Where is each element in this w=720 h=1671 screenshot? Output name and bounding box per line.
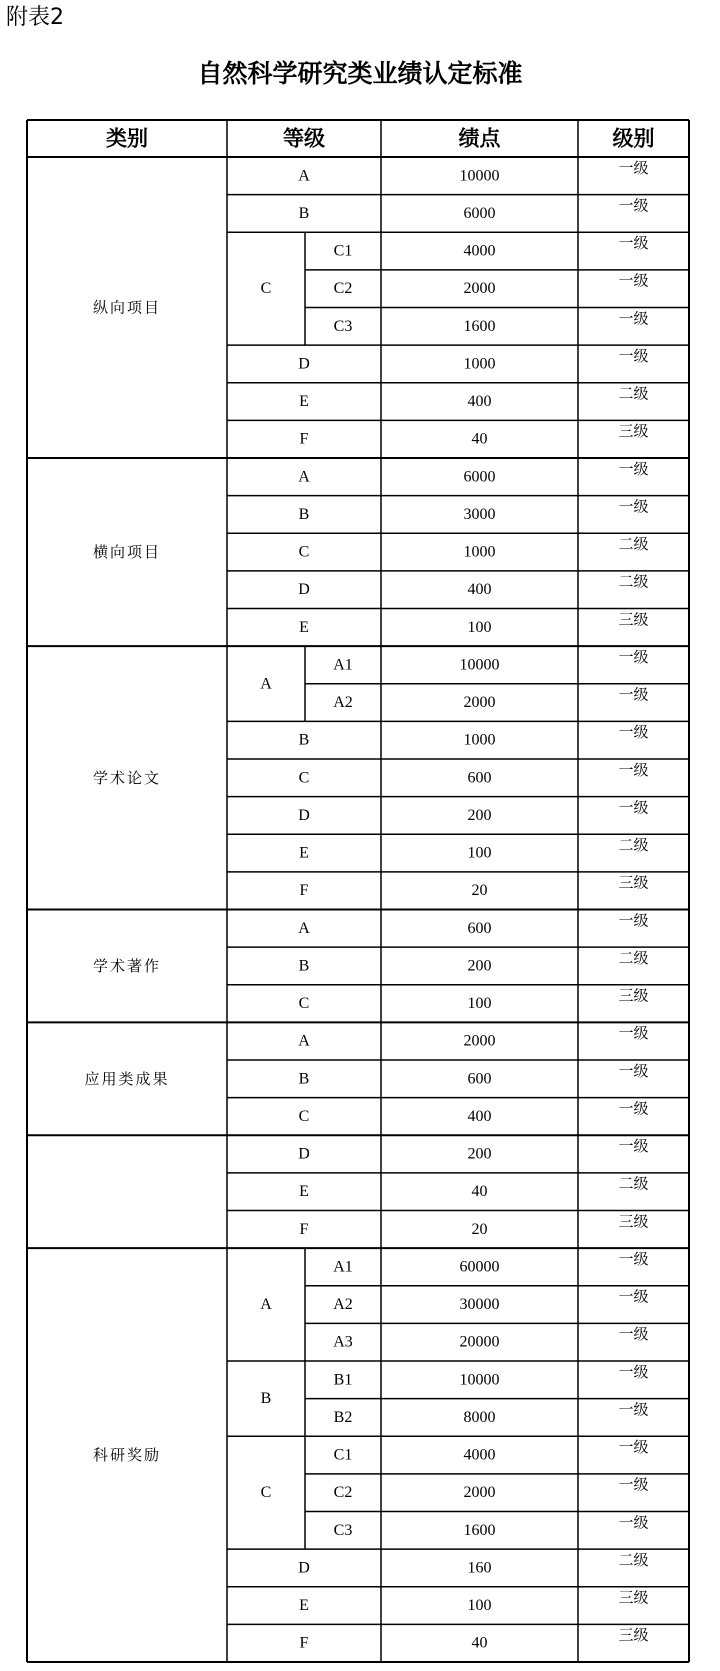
grade-label: B — [298, 957, 310, 975]
grade-label: B — [298, 204, 310, 222]
level-value: 一级 — [618, 1137, 649, 1156]
level-value: 一级 — [618, 1024, 649, 1043]
grade-label: D — [298, 1559, 310, 1577]
grade-label: C — [298, 543, 310, 561]
level-value: 二级 — [618, 572, 649, 591]
grade-label: C — [298, 995, 310, 1013]
level-value: 一级 — [618, 1287, 649, 1306]
level-value: 一级 — [618, 1362, 649, 1381]
level-value: 一级 — [618, 1513, 649, 1532]
level-value: 一级 — [618, 760, 649, 779]
grade-label: E — [299, 844, 309, 862]
points-value: 10000 — [459, 1371, 500, 1389]
points-value: 60000 — [459, 1258, 500, 1276]
points-value: 20 — [471, 1220, 488, 1238]
category-label: 学术论文 — [92, 768, 162, 787]
category-label: 科研奖励 — [92, 1446, 162, 1465]
grade-label: E — [299, 1183, 309, 1201]
points-value: 10000 — [459, 167, 500, 185]
points-value: 3000 — [463, 505, 496, 523]
grade-label: C — [298, 769, 310, 787]
subgrade-label: C2 — [333, 280, 353, 298]
points-value: 1000 — [463, 543, 496, 561]
grade-label: B — [298, 731, 310, 749]
level-value: 二级 — [618, 1174, 649, 1193]
level-value: 一级 — [618, 911, 649, 930]
points-value: 40 — [471, 1634, 488, 1652]
grade-label: F — [299, 1634, 309, 1652]
points-value: 160 — [467, 1559, 492, 1577]
points-value: 6000 — [463, 204, 496, 222]
page-title: 自然科学研究类业绩认定标准 — [197, 59, 523, 88]
points-value: 2000 — [463, 1032, 496, 1050]
grade-label: E — [299, 618, 309, 636]
grade-label: A — [298, 1032, 310, 1050]
grade-label: E — [299, 393, 309, 411]
subgrade-label: C3 — [333, 1521, 353, 1539]
subgrade-label: B2 — [333, 1408, 353, 1426]
level-value: 二级 — [618, 1550, 649, 1569]
level-value: 一级 — [618, 271, 649, 290]
points-value: 40 — [471, 430, 488, 448]
points-value: 6000 — [463, 468, 496, 486]
level-value: 一级 — [618, 234, 649, 253]
points-value: 4000 — [463, 242, 496, 260]
subgrade-label: A2 — [333, 694, 353, 712]
grade-label: D — [298, 1145, 310, 1163]
level-value: 一级 — [618, 309, 649, 328]
subgrade-label: C1 — [333, 1446, 353, 1464]
points-value: 1000 — [463, 355, 496, 373]
grade-label: A — [260, 675, 272, 693]
points-value: 600 — [467, 769, 492, 787]
points-value: 20 — [471, 882, 488, 900]
level-value: 三级 — [618, 422, 649, 441]
points-value: 400 — [467, 581, 492, 599]
appendix-label: 附表2 — [6, 5, 64, 30]
points-value: 200 — [467, 806, 492, 824]
level-value: 三级 — [618, 1626, 649, 1645]
grade-label: D — [298, 806, 310, 824]
column-header: 绩点 — [458, 126, 501, 151]
grade-label: B — [298, 505, 310, 523]
column-header: 类别 — [106, 126, 148, 151]
grade-label: A — [260, 1296, 272, 1314]
grade-label: B — [260, 1390, 272, 1408]
grade-label: F — [299, 1220, 309, 1238]
level-value: 一级 — [618, 1438, 649, 1457]
grade-label: B — [298, 1070, 310, 1088]
subgrade-label: A2 — [333, 1296, 353, 1314]
category-label: 应用类成果 — [84, 1069, 170, 1088]
points-value: 200 — [467, 1145, 492, 1163]
level-value: 一级 — [618, 459, 649, 478]
grade-label: A — [298, 468, 310, 486]
points-value: 400 — [467, 1107, 492, 1125]
points-value: 1600 — [463, 1521, 496, 1539]
points-value: 600 — [467, 1070, 492, 1088]
level-value: 一级 — [618, 1325, 649, 1344]
level-value: 一级 — [618, 1099, 649, 1118]
grade-label: F — [299, 882, 309, 900]
grade-label: E — [299, 1597, 309, 1615]
level-value: 一级 — [618, 158, 649, 177]
points-value: 2000 — [463, 1484, 496, 1502]
points-value: 20000 — [459, 1333, 500, 1351]
level-value: 三级 — [618, 873, 649, 892]
level-value: 三级 — [618, 986, 649, 1005]
subgrade-label: A1 — [333, 1258, 353, 1276]
points-value: 1000 — [463, 731, 496, 749]
points-value: 8000 — [463, 1408, 496, 1426]
points-value: 200 — [467, 957, 492, 975]
level-value: 一级 — [618, 1061, 649, 1080]
grade-label: A — [298, 919, 310, 937]
level-value: 一级 — [618, 723, 649, 742]
points-value: 100 — [467, 844, 492, 862]
level-value: 三级 — [618, 1212, 649, 1231]
points-value: 400 — [467, 393, 492, 411]
points-value: 1600 — [463, 317, 496, 335]
level-value: 一级 — [618, 346, 649, 365]
level-value: 一级 — [618, 1475, 649, 1494]
level-value: 二级 — [618, 836, 649, 855]
grade-label: A — [298, 167, 310, 185]
level-value: 一级 — [618, 1249, 649, 1268]
points-value: 2000 — [463, 280, 496, 298]
category-label: 学术著作 — [92, 956, 162, 975]
points-value: 10000 — [459, 656, 500, 674]
grade-label: C — [298, 1107, 310, 1125]
subgrade-label: B1 — [333, 1371, 353, 1389]
points-value: 600 — [467, 919, 492, 937]
category-label: 纵向项目 — [92, 298, 162, 317]
grade-label: D — [298, 355, 310, 373]
points-value: 100 — [467, 1597, 492, 1615]
level-value: 一级 — [618, 798, 649, 817]
points-value: 30000 — [459, 1296, 500, 1314]
level-value: 一级 — [618, 196, 649, 215]
column-header: 级别 — [612, 126, 655, 151]
grade-label: D — [298, 581, 310, 599]
points-value: 100 — [467, 995, 492, 1013]
level-value: 一级 — [618, 685, 649, 704]
points-value: 2000 — [463, 694, 496, 712]
level-value: 三级 — [618, 610, 649, 629]
subgrade-label: C3 — [333, 317, 353, 335]
subgrade-label: A1 — [333, 656, 353, 674]
points-value: 40 — [471, 1183, 488, 1201]
level-value: 一级 — [618, 1400, 649, 1419]
subgrade-label: C1 — [333, 242, 353, 260]
grade-label: C — [260, 1484, 272, 1502]
level-value: 一级 — [618, 647, 649, 666]
grade-label: C — [260, 280, 272, 298]
level-value: 三级 — [618, 1588, 649, 1607]
level-value: 二级 — [618, 384, 649, 403]
level-value: 二级 — [618, 948, 649, 967]
column-header: 等级 — [283, 126, 325, 151]
points-value: 100 — [467, 618, 492, 636]
level-value: 一级 — [618, 497, 649, 516]
grade-label: F — [299, 430, 309, 448]
points-value: 4000 — [463, 1446, 496, 1464]
subgrade-label: C2 — [333, 1484, 353, 1502]
subgrade-label: A3 — [333, 1333, 353, 1351]
category-label: 横向项目 — [92, 543, 162, 562]
level-value: 二级 — [618, 535, 649, 554]
